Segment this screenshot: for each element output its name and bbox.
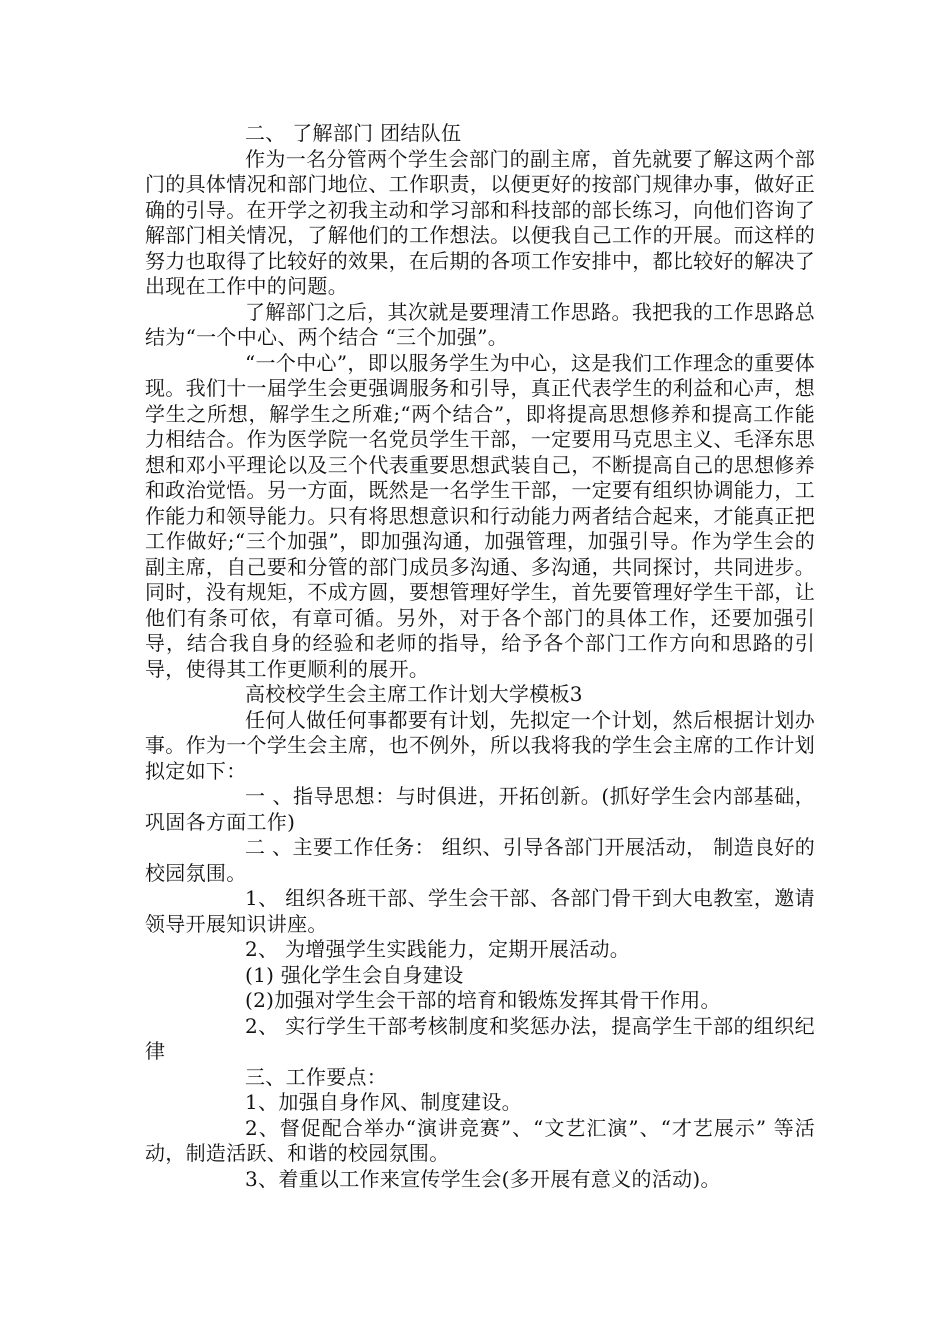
plan-item-publicity: 3、着重以工作来宣传学生会(多开展有意义的活动)。 bbox=[245, 1166, 721, 1191]
plan-title: 高校校学生会主席工作计划大学模板3 bbox=[245, 682, 583, 706]
plan-item-style-building: 1、加强自身作风、制度建设。 bbox=[245, 1090, 522, 1114]
document-body bbox=[145, 121, 815, 1192]
paragraph-one-center: “一个中心”，即以服务学生为中心，这是我们工作理念的重要体现。我们十一届学生会更强调服务和引导，真正代表学生的利益和心声，想学生之所想，解学生之所难;“两个结合”，即将提高思想修养和提高工作能力相结合。作为医学院一名党员学生干部，一定要用马克思主义、毛泽东思想和邓小平理论以及三个代表重要思想武装自己，不断提高自己的思想修养和政治觉悟。另一方面，既然是一名学生干部，一定要有组织协调能力，工作能力和领导能力。只有将思想意识和行动能力两者结合起来，才能真正把工作做好;“三个加强”，即加强沟通，加强管理，加强引导。作为学生会的副主席，自己要和分管的部门成员多沟通、多沟通，共同探讨，共同进步。同时，没有规矩，不成方圆，要想管理好学生，首先要管理好学生干部，让他们有条可依，有章可循。另外，对于各个部门的具体工作，还要加强引导，结合我自身的经验和老师的指导，给予各个部门工作方向和思路的引导，使得其工作更顺利的展开。 bbox=[145, 350, 815, 681]
plan-item-events: 2、督促配合举办“演讲竞赛”、“文艺汇演”、“才艺展示” 等活动，制造活跃、和谐的校园氛围。 bbox=[145, 1115, 815, 1165]
plan-item-guiding-thought: 一 、指导思想：与时俱进，开拓创新。(抓好学生会内部基础，巩固各方面工作) bbox=[145, 784, 815, 834]
plan-intro: 任何人做任何事都要有计划，先拟定一个计划，然后根据计划办事。作为一个学生会主席，也不例外，所以我将我的学生会主席的工作计划拟定如下： bbox=[145, 707, 815, 783]
section-heading: 二、 了解部门 团结队伍 bbox=[245, 121, 462, 145]
paragraph-understand-departments: 作为一名分管两个学生会部门的副主席，首先就要了解这两个部门的具体情况和部门地位、工作职责，以便更好的按部门规律办事，做好正确的引导。在开学之初我主动和学习部和科技部的部长练习，向他们咨询了解部门相关情况，了解他们的工作想法。以便我自己工作的开展。而这样的努力也取得了比较好的效果，在后期的各项工作安排中，都比较好的解决了出现在工作中的问题。 bbox=[145, 146, 815, 298]
plan-item-practice: 2、 为增强学生实践能力，定期开展活动。 bbox=[245, 937, 631, 961]
plan-item-cadre-training: (2)加强对学生会干部的培育和锻炼发挥其骨干作用。 bbox=[245, 988, 721, 1012]
plan-item-self-building: (1) 强化学生会自身建设 bbox=[245, 962, 464, 987]
plan-item-main-tasks: 二 、主要工作任务： 组织、引导各部门开展活动， 制造良好的校园氛围。 bbox=[145, 835, 815, 885]
plan-item-lectures: 1、 组织各班干部、学生会干部、各部门骨干到大电教室，邀请领导开展知识讲座。 bbox=[145, 886, 815, 936]
plan-item-key-points: 三、工作要点： bbox=[245, 1064, 388, 1089]
plan-item-assessment: 2、 实行学生干部考核制度和奖惩办法，提高学生干部的组织纪律 bbox=[145, 1013, 815, 1063]
paragraph-work-ideas: 了解部门之后，其次就是要理清工作思路。我把我的工作思路总结为“一个中心、两个结合 “三个加强”。 bbox=[145, 299, 815, 349]
